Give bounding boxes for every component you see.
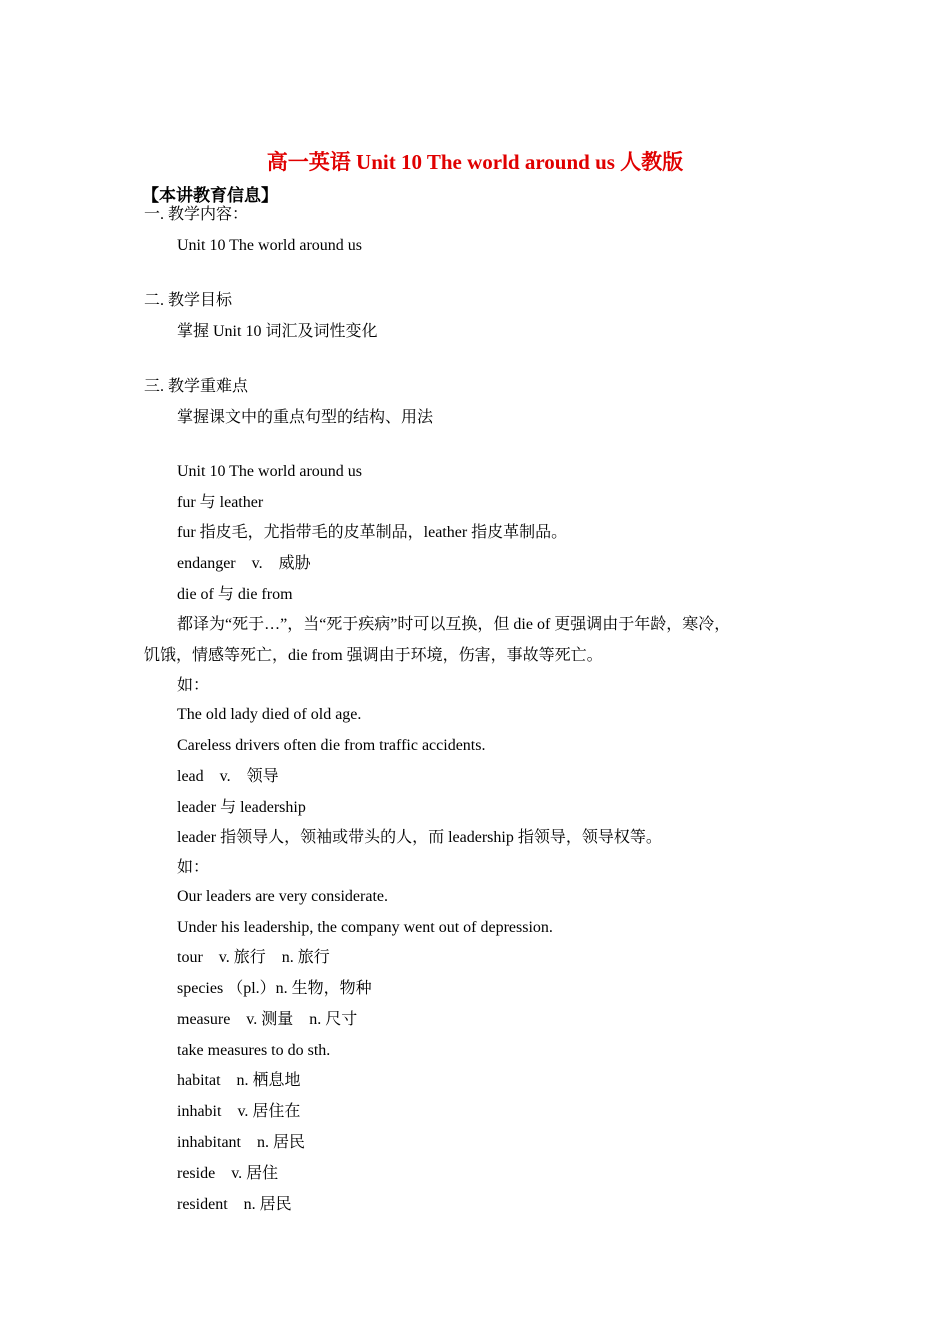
vocab-inhabitant: inhabitant n. 居民 <box>177 1134 305 1151</box>
section-2-body: 掌握 Unit 10 词汇及词性变化 <box>177 323 378 340</box>
vocab-take-measures: take measures to do sth. <box>177 1042 331 1059</box>
section-1-heading: 一. 教学内容： <box>144 206 249 223</box>
section-3-body: 掌握课文中的重点句型的结构、用法 <box>177 409 434 426</box>
vocab-lead: lead v. 领导 <box>177 768 279 785</box>
section-3-heading: 三. 教学重难点 <box>144 378 249 395</box>
unit-title: Unit 10 The world around us <box>177 463 363 480</box>
example-label-2: 如： <box>177 859 210 876</box>
example-4: Under his leadership, the company went out of depression. <box>177 919 553 936</box>
section-2-heading: 二. 教学目标 <box>144 292 233 309</box>
vocab-inhabit: inhabit v. 居住在 <box>177 1103 301 1120</box>
vocab-habitat: habitat n. 栖息地 <box>177 1072 301 1089</box>
vocab-tour: tour v. 旅行 n. 旅行 <box>177 949 330 966</box>
vocab-dieof-title: die of 与 die from <box>177 586 293 603</box>
vocab-fur-desc: fur 指皮毛，尤指带毛的皮革制品，leather 指皮革制品。 <box>177 524 568 541</box>
document-title: 高一英语 Unit 10 The world around us 人教版 <box>266 150 684 174</box>
example-label-1: 如： <box>177 677 210 694</box>
vocab-species: species （pl.）n. 生物，物种 <box>177 980 372 997</box>
vocab-dieof-desc-1: 都译为“死于…”，当“死于疾病”时可以互换，但 die of 更强调由于年龄，寒冷， <box>177 616 731 633</box>
vocab-resident: resident n. 居民 <box>177 1196 292 1213</box>
vocab-measure: measure v. 测量 n. 尺寸 <box>177 1011 358 1028</box>
example-2: Careless drivers often die from traffic accidents. <box>177 737 486 754</box>
vocab-leader-desc: leader 指领导人，领袖或带头的人，而 leadership 指领导，领导权等。 <box>177 829 662 846</box>
vocab-fur-title: fur 与 leather <box>177 494 264 511</box>
section-1-body: Unit 10 The world around us <box>177 237 363 254</box>
example-1: The old lady died of old age. <box>177 706 362 723</box>
section-header: 【本讲教育信息】 <box>142 186 278 205</box>
vocab-leader-title: leader 与 leadership <box>177 799 306 816</box>
example-3: Our leaders are very considerate. <box>177 888 388 905</box>
vocab-reside: reside v. 居住 <box>177 1165 279 1182</box>
vocab-endanger: endanger v. 威胁 <box>177 555 311 572</box>
vocab-dieof-desc-2: 饥饿，情感等死亡，die from 强调由于环境，伤害，事故等死亡。 <box>144 647 603 664</box>
